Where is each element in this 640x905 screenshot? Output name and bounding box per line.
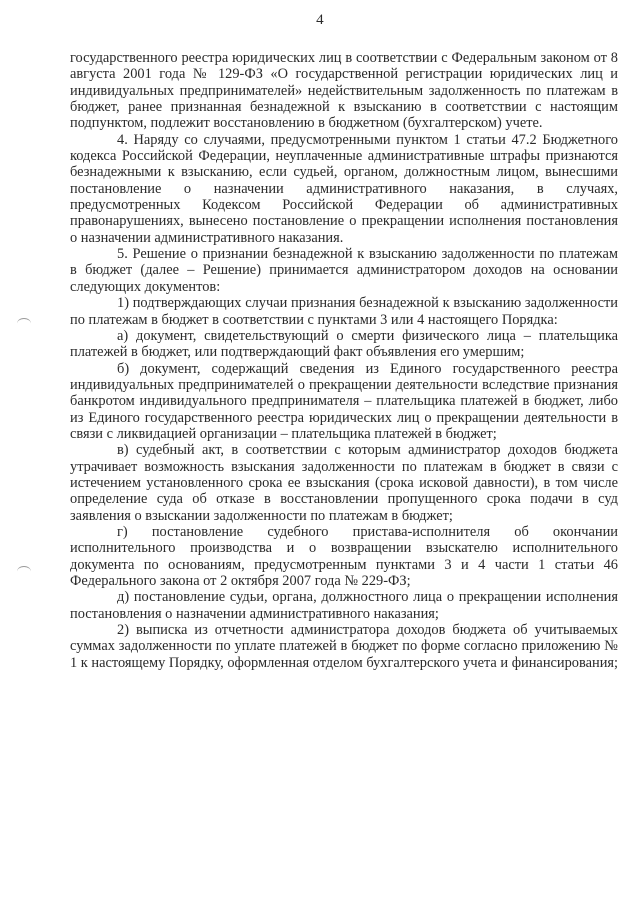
paragraph-subitem-g: г) постановление судебного пристава-исполнителя об окончании исполнительного производства и о возвращении взыскателю исполнительного документа по основаниям, предусмотренным пунктами 3 и 4 части 1 статьи 46 Федерального закона от 2 октября 2007 года № 229-ФЗ;: [70, 523, 618, 589]
margin-mark: [17, 566, 31, 577]
paragraph-item-4: 4. Наряду со случаями, предусмотренными пунктом 1 статьи 47.2 Бюджетного кодекса Российской Федерации, неуплаченные административные штрафы признаются безнадежными к взысканию, если судьей, органом, должностным лицом, вынесшими постановление о назначении административного наказания, в случаях, предусмотренных Кодексом Российской Федерации об административных правонарушениях, вынесено постановление о прекращении исполнения постановления о назначении административного наказания.: [70, 131, 618, 246]
paragraph-continuation: государственного реестра юридических лиц в соответствии с Федеральным законом от 8 августа 2001 года № 129-ФЗ «О государственной регистрации юридических лиц и индивидуальных предпринимателей» недействительным задолженность по платежам в бюджет, ранее признанная безнадежной к взысканию в соответствии с настоящим подпунктом, подлежит восстановлению в бюджетном (бухгалтерском) учете.: [70, 50, 618, 132]
page-number: 4: [316, 12, 324, 28]
document-body: [70, 50, 618, 671]
paragraph-subitem-d: д) постановление судьи, органа, должностного лица о прекращении исполнения постановления о назначении административного наказания;: [70, 589, 618, 622]
paragraph-item-5: 5. Решение о признании безнадежной к взысканию задолженности по платежам в бюджет (далее – Решение) принимается администратором доходов на основании следующих документов:: [70, 246, 618, 295]
paragraph-subitem-b: б) документ, содержащий сведения из Единого государственного реестра индивидуальных предпринимателей о прекращении деятельности вследствие признания банкротом индивидуального предпринимателя – плательщика платежей в бюджет, либо из Единого государственного реестра юридических лиц о прекращении деятельности в связи с ликвидацией организации – плательщика платежей в бюджет;: [70, 360, 618, 442]
paragraph-subitem-a: а) документ, свидетельствующий о смерти физического лица – плательщика платежей в бюджет, или подтверждающий факт объявления его умершим;: [70, 327, 618, 361]
paragraph-subitem-1: 1) подтверждающих случаи признания безнадежной к взысканию задолженности по платежам в бюджет в соответствии с пунктами 3 или 4 настоящего Порядка:: [70, 295, 618, 328]
margin-mark: [17, 318, 31, 329]
paragraph-subitem-2: 2) выписка из отчетности администратора доходов бюджета об учитываемых суммах задолженности по уплате платежей в бюджет по форме согласно приложению № 1 к настоящему Порядку, оформленная отделом бухгалтерского учета и финансирования;: [70, 622, 619, 671]
paragraph-subitem-v: в) судебный акт, в соответствии с которым администратор доходов бюджета утрачивает возможность взыскания задолженности по платежам в бюджет в связи с истечением установленного срока ее взыскания (срока исковой давности), в том числе определение суда об отказе в восстановлении пропущенного срока подачи в суд заявления о взыскании задолженности по платежам в бюджет;: [70, 442, 618, 524]
